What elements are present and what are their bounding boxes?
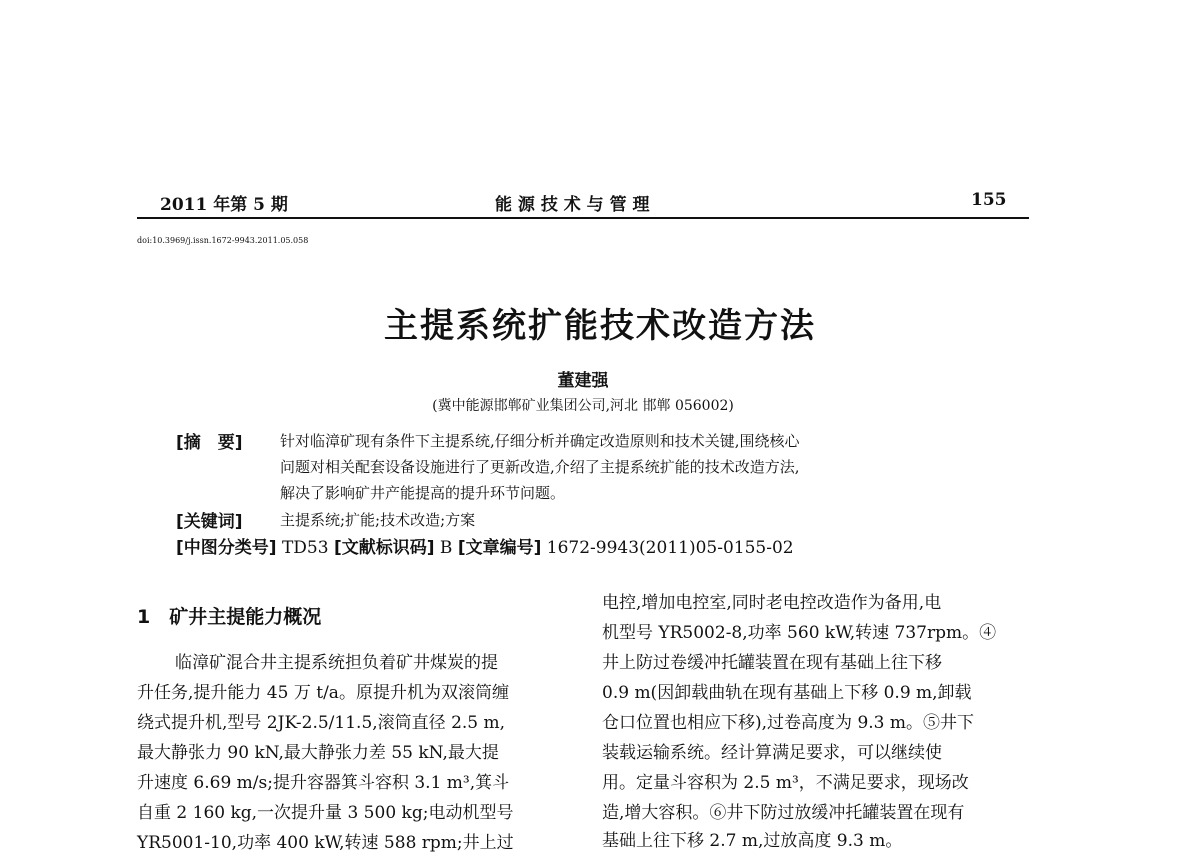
clc-value: TD53 bbox=[281, 538, 329, 558]
article-number-label: [文章编号] bbox=[457, 538, 542, 558]
abstract-line: 针对临漳矿现有条件下主提系统,仔细分析并确定改造原则和技术关键,围绕核心 bbox=[280, 432, 800, 450]
left-body-line: 升速度 6.69 m/s;提升容器箕斗容积 3.1 m³,箕斗 bbox=[137, 773, 510, 793]
abstract-label: [摘 要] bbox=[176, 433, 243, 453]
doc-code-value: B bbox=[439, 538, 453, 558]
right-body-line: 机型号 YR5002-8,功率 560 kW,转速 737rpm。④ bbox=[602, 623, 997, 643]
left-body-line: 自重 2 160 kg,一次提升量 3 500 kg;电动机型号 bbox=[137, 803, 514, 823]
article-number-value: 1672-9943(2011)05-0155-02 bbox=[546, 538, 794, 558]
right-body-line: 装载运输系统。经计算满足要求，可以继续使 bbox=[602, 743, 942, 763]
right-body-line: 造,增大容积。⑥井下防过放缓冲托罐装置在现有 bbox=[602, 803, 965, 823]
left-body-line: 临漳矿混合井主提系统担负着矿井煤炭的提 bbox=[175, 653, 498, 673]
affiliation: (冀中能源邯郸矿业集团公司,河北 邯郸 056002) bbox=[432, 398, 734, 414]
keywords-label: [关键词] bbox=[176, 512, 243, 532]
section-heading: 1 矿井主提能力概况 bbox=[137, 606, 322, 628]
right-body-line: 电控,增加电控室,同时老电控改造作为备用,电 bbox=[602, 593, 942, 613]
right-body-line: 仓口位置也相应下移),过卷高度为 9.3 m。⑤井下 bbox=[602, 713, 974, 733]
keywords-text: 主提系统;扩能;技术改造;方案 bbox=[280, 511, 476, 529]
author: 董建强 bbox=[557, 371, 609, 391]
right-body-line: 井上防过卷缓冲托罐装置在现有基础上往下移 bbox=[602, 653, 942, 673]
right-body-line: 基础上往下移 2.7 m,过放高度 9.3 m。 bbox=[602, 831, 903, 851]
doi: doi:10.3969/j.issn.1672-9943.2011.05.058 bbox=[137, 236, 309, 245]
left-body-line: 绕式提升机,型号 2JK-2.5/11.5,滚筒直径 2.5 m, bbox=[137, 713, 506, 733]
right-body-line: 0.9 m(因卸载曲轨在现有基础上下移 0.9 m,卸载 bbox=[602, 683, 972, 703]
right-body-line: 用。定量斗容积为 2.5 m³，不满足要求，现场改 bbox=[602, 773, 969, 793]
page-number: 155 bbox=[971, 190, 1007, 210]
journal-name: 能 源 技 术 与 管 理 bbox=[495, 195, 650, 215]
abstract-line: 解决了影响矿井产能提高的提升环节问题。 bbox=[280, 484, 566, 502]
left-body-line: YR5001-10,功率 400 kW,转速 588 rpm;井上过 bbox=[137, 833, 514, 853]
left-body-line: 最大静张力 90 kN,最大静张力差 55 kN,最大提 bbox=[137, 743, 499, 763]
doc-code-label: [文献标识码] bbox=[333, 538, 435, 558]
paper-title: 主提系统扩能技术改造方法 bbox=[384, 306, 816, 346]
issue-label: 2011 年第 5 期 bbox=[160, 195, 288, 215]
header-rule bbox=[137, 217, 1029, 219]
clc-label: [中图分类号] bbox=[176, 538, 277, 558]
abstract-line: 问题对相关配套设备设施进行了更新改造,介绍了主提系统扩能的技术改造方法, bbox=[280, 458, 800, 476]
classification-line bbox=[176, 533, 794, 558]
left-body-line: 升任务,提升能力 45 万 t/a。原提升机为双滚筒缠 bbox=[137, 683, 509, 703]
